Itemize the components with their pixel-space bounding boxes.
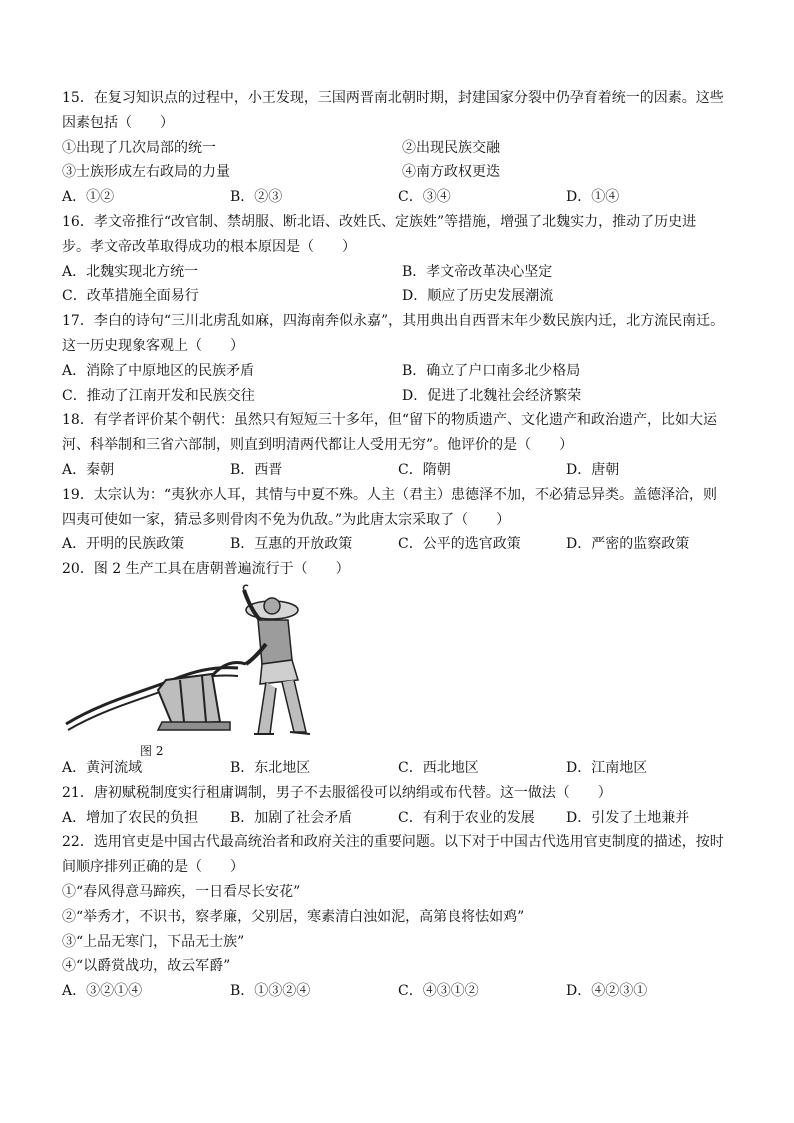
option-row — [62, 806, 742, 831]
statement: ③士族形成左右政局的力量 — [62, 164, 230, 181]
option-row — [62, 532, 742, 557]
option-b: B．加剧了社会矛盾 — [230, 809, 353, 826]
option-a: A．③②①④ — [62, 983, 143, 1000]
question-text: 21．唐初赋税制度实行租庸调制，男子不去服徭役可以纳绢或布代替。这一做法（ ） — [62, 784, 612, 801]
question-text: 间顺序排列正确的是（ ） — [62, 859, 244, 876]
option-d: D．唐朝 — [566, 461, 620, 478]
option-row — [62, 284, 742, 309]
option-a: A．开明的民族政策 — [62, 536, 185, 553]
option-b: B．孝文帝改革决心坚定 — [402, 263, 553, 280]
option-d: D．引发了土地兼并 — [566, 809, 690, 826]
option-row — [62, 260, 742, 285]
option-d: D．顺应了历史发展潮流 — [402, 288, 554, 305]
statement: ③“上品无寒门，下品无士族” — [62, 933, 245, 950]
option-d: D．江南地区 — [566, 759, 648, 776]
statement: ④“以爵赏战功，故云军爵” — [62, 958, 231, 975]
option-row — [62, 458, 742, 483]
option-d: D．严密的监察政策 — [566, 536, 690, 553]
option-a: A．增加了农民的负担 — [62, 809, 199, 826]
option-a: A．消除了中原地区的民族矛盾 — [62, 362, 255, 379]
question-text: 16．孝文帝推行“改官制、禁胡服、断北语、改姓氏、定族姓”等措施，增强了北魏实力，推动了历史进 — [62, 213, 697, 230]
option-a: A．秦朝 — [62, 461, 115, 478]
option-c: C．有利于农业的发展 — [398, 809, 535, 826]
question-text: 20．图 2 生产工具在唐朝普遍流行于（ ） — [62, 561, 350, 578]
option-c: C．隋朝 — [398, 461, 451, 478]
option-c: C．改革措施全面易行 — [62, 288, 199, 305]
option-a: A．北魏实现北方统一 — [62, 263, 199, 280]
option-c: C．西北地区 — [398, 759, 479, 776]
question-17 — [62, 309, 742, 408]
question-21 — [62, 781, 742, 831]
question-19 — [62, 483, 742, 557]
plow-figure-illustration — [62, 584, 322, 744]
option-row — [62, 384, 742, 409]
statement-row — [62, 160, 742, 185]
option-row — [62, 979, 742, 1004]
figure-2 — [62, 584, 742, 756]
question-16 — [62, 210, 742, 309]
option-c: C．③④ — [398, 189, 451, 206]
option-c: C．④③①② — [398, 983, 479, 1000]
option-b: B．西晋 — [230, 461, 283, 478]
statement: ①出现了几次局部的统一 — [62, 139, 216, 156]
question-22 — [62, 830, 742, 1004]
question-20 — [62, 557, 742, 781]
option-row — [62, 359, 742, 384]
exam-page — [62, 86, 742, 1004]
question-text: 19．太宗认为：“夷狄亦人耳，其情与中夏不殊。人主（君主）患德泽不加，不必猜忌异类。盖德泽洽，则 — [62, 486, 717, 503]
option-c: C．推动了江南开发和民族交往 — [62, 387, 255, 404]
option-row — [62, 185, 742, 210]
option-c: C．公平的选官政策 — [398, 536, 521, 553]
option-row — [62, 756, 742, 781]
question-text: 15．在复习知识点的过程中，小王发现，三国两晋南北朝时期，封建国家分裂中仍孕育着统一的因素。这些 — [62, 90, 724, 106]
statement: ②“举秀才，不识书，察孝廉，父别居，寒素清白浊如泥，高第良将怯如鸡” — [62, 908, 525, 925]
figure-caption: 图 2 — [140, 743, 164, 758]
question-text: 17．李白的诗句“三川北虏乱如麻，四海南奔似永嘉”，其用典出自西晋末年少数民族内迁，北方流民南迁。 — [62, 313, 725, 330]
question-text: 这一历史现象客观上（ ） — [62, 337, 244, 354]
question-text: 18．有学者评价某个朝代：虽然只有短短三十多年，但“留下的物质遗产、文化遗产和政治遗产，比如大运 — [62, 412, 717, 429]
option-a: A．①② — [62, 189, 115, 206]
question-text: 步。孝文帝改革取得成功的根本原因是（ ） — [62, 238, 356, 255]
statement: ①“春风得意马蹄疾，一日看尽长安花” — [62, 883, 301, 900]
question-15 — [62, 86, 742, 210]
question-text: 因素包括（ ） — [62, 114, 174, 131]
option-d: D．促进了北魏社会经济繁荣 — [402, 387, 582, 404]
question-text: 四夷可使如一家，猜忌多则骨肉不免为仇敌。”为此唐太宗采取了（ ） — [62, 511, 511, 528]
statement-row — [62, 136, 742, 161]
option-d: D．①④ — [566, 189, 620, 206]
statement: ④南方政权更迭 — [402, 164, 500, 181]
option-b: B．②③ — [230, 189, 283, 206]
option-a: A．黄河流域 — [62, 759, 143, 776]
statement: ②出现民族交融 — [402, 139, 500, 156]
question-18 — [62, 408, 742, 482]
option-b: B．东北地区 — [230, 759, 311, 776]
option-b: B．互惠的开放政策 — [230, 536, 353, 553]
option-b: B．①③②④ — [230, 983, 311, 1000]
question-text: 22．选用官吏是中国古代最高统治者和政府关注的重要问题。以下对于中国古代选用官吏制度的描述，按时 — [62, 834, 724, 851]
option-d: D．④②③① — [566, 983, 648, 1000]
question-text: 河、科举制和三省六部制，则直到明清两代都让人受用无穷”。他评价的是（ ） — [62, 437, 574, 454]
option-b: B．确立了户口南多北少格局 — [402, 362, 581, 379]
